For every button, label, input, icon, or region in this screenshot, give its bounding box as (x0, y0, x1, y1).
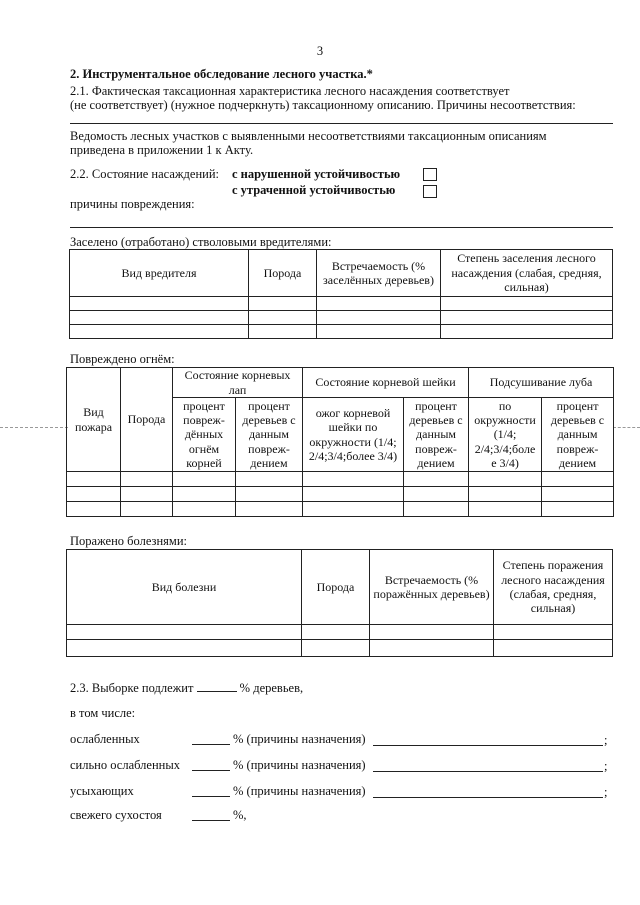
cell[interactable] (249, 297, 317, 311)
header-damaged-roots-percent: процент повреж-дённых огнём корней (173, 398, 236, 472)
including-label: в том числе: (70, 706, 136, 720)
cell[interactable] (469, 487, 542, 502)
fire-table (66, 367, 614, 517)
table-row (67, 472, 614, 487)
table-row (70, 325, 613, 339)
header-trees-percent-roots: процент деревьев с данным повреж-дением (236, 398, 303, 472)
table-row (67, 487, 614, 502)
cell[interactable] (441, 297, 613, 311)
severely-weakened-end: ; (604, 759, 608, 773)
disease-header-row (67, 550, 613, 625)
header-root-condition: Состояние корневых лап (173, 368, 303, 398)
section-2-1-line1: 2.1. Фактическая таксационная характеристика лесного насаждения соответствует (70, 84, 510, 98)
cell[interactable] (70, 325, 249, 339)
header-occurrence: Встречаемость (% поражённых деревьев) (370, 550, 494, 625)
cell[interactable] (236, 472, 303, 487)
cell[interactable] (469, 472, 542, 487)
table-row (67, 502, 614, 517)
cell[interactable] (67, 487, 121, 502)
cell[interactable] (303, 472, 404, 487)
cell[interactable] (303, 487, 404, 502)
pests-caption: Заселено (отработано) стволовыми вредителями: (70, 235, 332, 249)
page-number: 3 (316, 44, 324, 58)
cell[interactable] (542, 487, 614, 502)
drying-reason-field[interactable] (373, 787, 603, 798)
checkbox-disturbed-stability[interactable] (423, 168, 437, 181)
header-disease-type: Вид болезни (67, 550, 302, 625)
header-pest-type: Вид вредителя (70, 250, 249, 297)
table-row (70, 311, 613, 325)
severely-weakened-percent-field[interactable] (192, 760, 230, 771)
cell[interactable] (173, 502, 236, 517)
drying-percent-field[interactable] (192, 786, 230, 797)
severely-weakened-label: сильно ослабленных (70, 758, 180, 772)
cell[interactable] (494, 625, 613, 640)
cell[interactable] (317, 311, 441, 325)
header-trees-percent-collar: процент деревьев с данным повреж-дением (404, 398, 469, 472)
cell[interactable] (173, 487, 236, 502)
header-occurrence: Встречаемость (% заселённых деревьев) (317, 250, 441, 297)
damage-causes-label: причины повреждения: (70, 197, 195, 211)
header-fire-type: Вид пожара (67, 368, 121, 472)
cell[interactable] (236, 502, 303, 517)
cell[interactable] (469, 502, 542, 517)
fold-mark-right (613, 427, 640, 428)
cell[interactable] (249, 311, 317, 325)
section-2-3-line (70, 681, 303, 697)
header-infestation-degree: Степень заселения лесного насаждения (слабая, средняя, сильная) (441, 250, 613, 297)
header-species: Порода (121, 368, 173, 472)
cell[interactable] (302, 625, 370, 640)
checkbox-lost-stability[interactable] (423, 185, 437, 198)
weakened-label: ослабленных (70, 732, 140, 746)
cell[interactable] (494, 640, 613, 657)
drying-reason-label: % (причины назначения) (233, 784, 366, 798)
weakened-reason-label: % (причины назначения) (233, 732, 366, 746)
cell[interactable] (67, 502, 121, 517)
cell[interactable] (404, 472, 469, 487)
header-species: Порода (302, 550, 370, 625)
cell[interactable] (317, 297, 441, 311)
damage-causes-line (70, 227, 613, 228)
section-2-heading: 2. Инструментальное обследование лесного участка.* (70, 67, 373, 81)
cell[interactable] (542, 502, 614, 517)
statement-line2: приведена в приложении 1 к Акту. (70, 143, 254, 157)
cell[interactable] (121, 502, 173, 517)
cell[interactable] (121, 487, 173, 502)
option-lost-stability: с утраченной устойчивостью (232, 183, 396, 197)
fresh-deadwood-label: свежего сухостоя (70, 808, 162, 822)
disease-caption: Поражено болезнями: (70, 534, 187, 548)
disease-table (66, 549, 613, 657)
weakened-reason-field[interactable] (373, 735, 603, 746)
pests-header-row (70, 250, 613, 297)
table-row (70, 297, 613, 311)
header-trees-percent-bast: процент деревьев с данным повреж-дением (542, 398, 614, 472)
cell[interactable] (370, 640, 494, 657)
cell[interactable] (302, 640, 370, 657)
cell[interactable] (236, 487, 303, 502)
table-row (67, 625, 613, 640)
pests-table (69, 249, 613, 339)
weakened-percent-field[interactable] (192, 734, 230, 745)
header-species: Порода (249, 250, 317, 297)
drying-end: ; (604, 785, 608, 799)
cell[interactable] (67, 472, 121, 487)
section-2-3-label: 2.3. Выборке подлежит (70, 681, 194, 695)
cell[interactable] (67, 640, 302, 657)
cell[interactable] (173, 472, 236, 487)
cell[interactable] (70, 311, 249, 325)
percent-trees-label: % деревьев, (239, 681, 304, 695)
fire-caption: Повреждено огнём: (70, 352, 175, 366)
mismatch-reason-line (70, 123, 613, 124)
header-root-collar-condition: Состояние корневой шейки (303, 368, 469, 398)
selection-percent-field[interactable] (197, 681, 237, 692)
statement-line1: Ведомость лесных участков с выявленными несоответствиями таксационным описаниям (70, 129, 547, 143)
cell[interactable] (67, 625, 302, 640)
table-row (67, 640, 613, 657)
severely-weakened-reason-field[interactable] (373, 761, 603, 772)
cell[interactable] (441, 311, 613, 325)
header-collar-burn: ожог корневой шейки по окружности (1/4; 2/4;3/4;более 3/4) (303, 398, 404, 472)
cell[interactable] (121, 472, 173, 487)
cell[interactable] (70, 297, 249, 311)
section-2-2-label: 2.2. Состояние насаждений: (70, 167, 220, 181)
fire-group-header-row (67, 368, 614, 398)
severely-weakened-reason-label: % (причины назначения) (233, 758, 366, 772)
drying-label: усыхающих (70, 784, 134, 798)
cell[interactable] (441, 325, 613, 339)
cell[interactable] (542, 472, 614, 487)
fresh-deadwood-percent-field[interactable] (192, 810, 230, 821)
cell[interactable] (370, 625, 494, 640)
fresh-deadwood-suffix: %, (233, 808, 247, 822)
cell[interactable] (317, 325, 441, 339)
cell[interactable] (249, 325, 317, 339)
option-disturbed-stability: с нарушенной устойчивостью (232, 167, 401, 181)
weakened-end: ; (604, 733, 608, 747)
header-bast-drying: Подсушивание луба (469, 368, 614, 398)
cell[interactable] (404, 502, 469, 517)
header-bast-circumference: по окружности (1/4; 2/4;3/4;боле е 3/4) (469, 398, 542, 472)
fold-mark-left (0, 427, 68, 428)
section-2-1-line2: (не соответствует) (нужное подчеркнуть) таксационному описанию. Причины несоответствия: (70, 98, 576, 112)
cell[interactable] (303, 502, 404, 517)
header-damage-degree: Степень поражения лесного насаждения (слабая, средняя, сильная) (494, 550, 613, 625)
cell[interactable] (404, 487, 469, 502)
